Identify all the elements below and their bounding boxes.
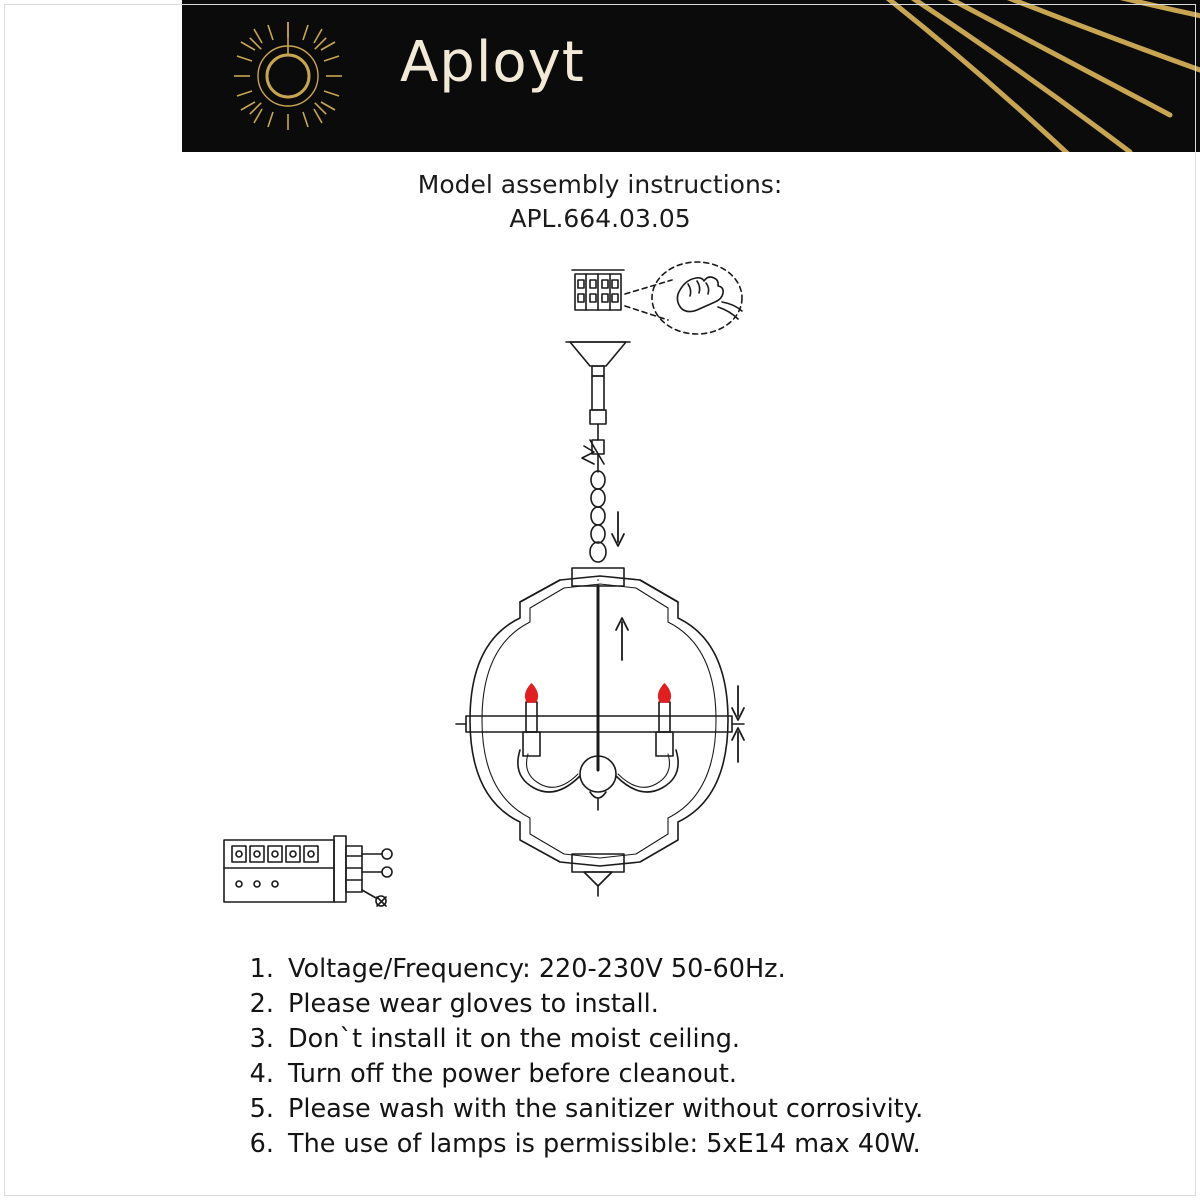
candle-lamp-left	[518, 684, 580, 792]
list-item-text: Please wash with the sanitizer without corrosivity.	[288, 1094, 924, 1124]
ceiling-bracket-icon	[572, 270, 624, 310]
title-line-1: Model assembly instructions:	[417, 170, 783, 199]
gloved-hand-icon	[677, 277, 742, 319]
list-item	[236, 1092, 1036, 1127]
instructions-list	[236, 952, 1036, 1162]
list-item	[236, 952, 1036, 987]
brand-name: Aployt	[400, 30, 585, 95]
callout-dashes	[625, 262, 742, 334]
page-title	[0, 168, 1200, 236]
lamp-arm-bar	[456, 716, 744, 732]
list-item-number: 5.	[249, 1094, 274, 1124]
list-item-number: 6.	[249, 1129, 274, 1159]
title-line-2: APL.664.03.05	[509, 204, 691, 233]
electrical-cable-icon	[582, 440, 604, 464]
terminal-block-wiring	[224, 836, 392, 906]
list-item	[236, 1127, 1036, 1162]
list-item	[236, 987, 1036, 1022]
list-item-text: The use of lamps is permissible: 5xE14 max 40W.	[288, 1129, 921, 1159]
list-item	[236, 1022, 1036, 1057]
list-item-number: 4.	[249, 1059, 274, 1089]
sunburst-circle-icon	[230, 18, 346, 134]
list-item-text: Please wear gloves to install.	[288, 989, 659, 1019]
list-item-number: 2.	[249, 989, 274, 1019]
list-item-text: Voltage/Frequency: 220-230V 50-60Hz.	[288, 954, 786, 984]
direction-arrows	[612, 512, 744, 762]
suspension-chain-icon	[590, 376, 606, 562]
list-item-number: 1.	[249, 954, 274, 984]
list-item-text: Turn off the power before cleanout.	[288, 1059, 737, 1089]
list-item	[236, 1057, 1036, 1092]
radiating-rays-icon	[820, 0, 1200, 152]
list-item-text: Don`t install it on the moist ceiling.	[288, 1024, 741, 1054]
brand-header	[182, 0, 1200, 152]
canopy-cone-icon	[566, 342, 630, 376]
assembly-diagram	[0, 250, 1200, 940]
candle-lamp-right	[616, 684, 678, 792]
list-item-number: 3.	[249, 1024, 274, 1054]
